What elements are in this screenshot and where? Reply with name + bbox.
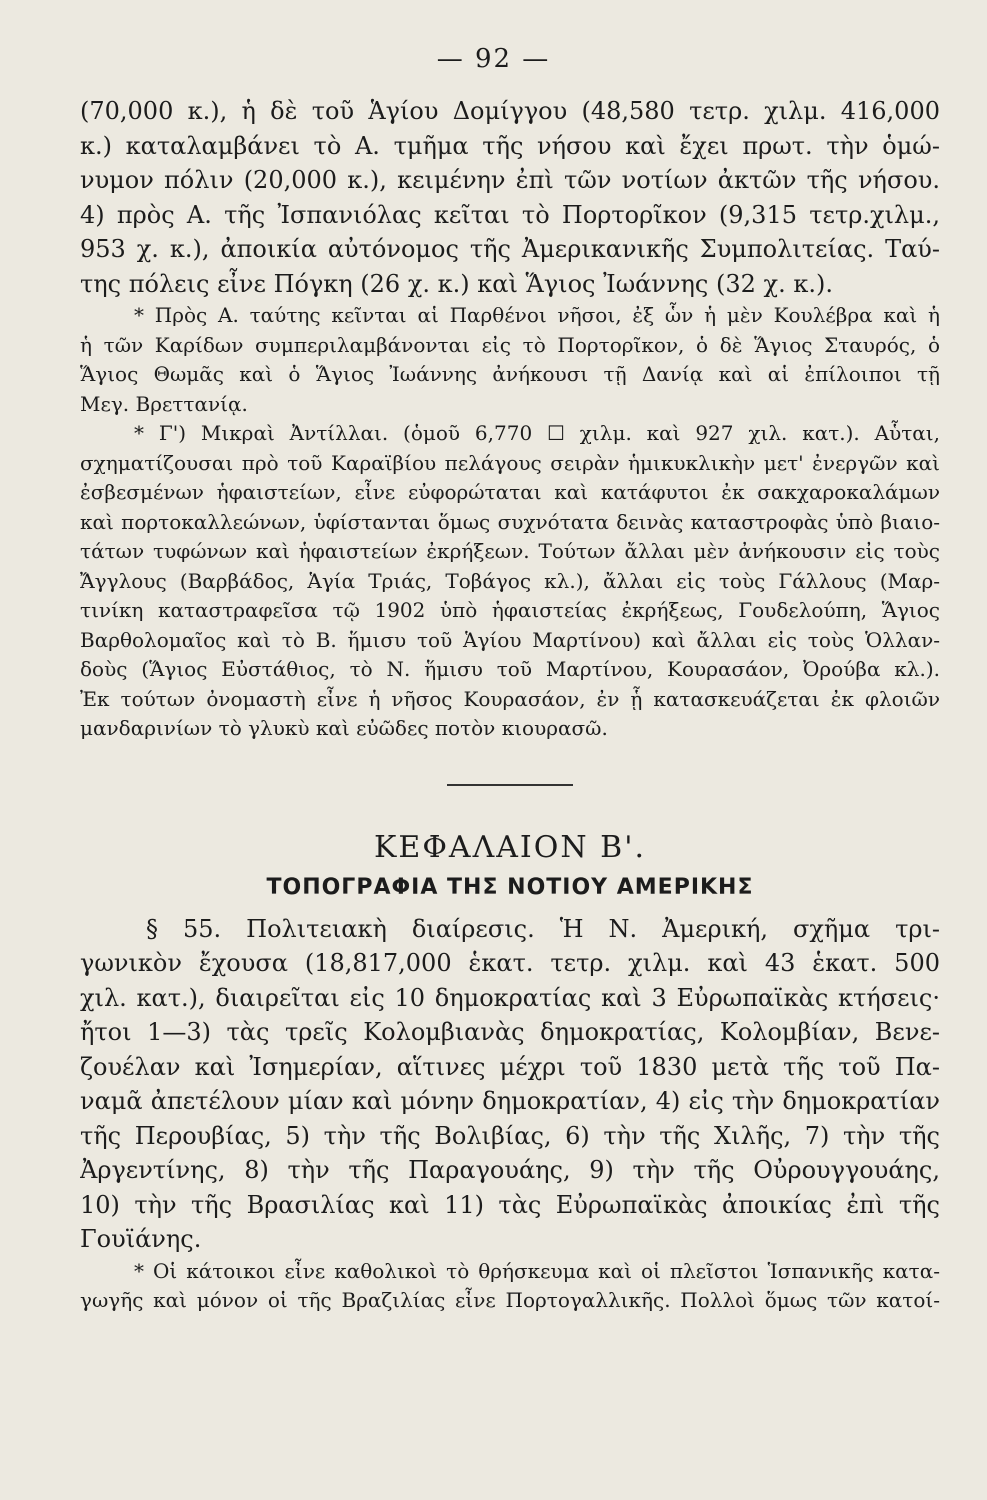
text-line: χιλ. κατ.), διαιρεῖται εἰς 10 δημοκρατίας καὶ 3 Εὐρωπαϊκὰς κτήσεις·: [80, 983, 940, 1012]
text-line: 10) τὴν τῆς Βρασιλίας καὶ 11) τὰς Εὐρωπαϊκὰς ἀποικίας ἐπὶ τῆς: [80, 1190, 940, 1219]
text-line: Ἄγγλους (Βαρβάδος, Ἁγία Τριάς, Τοβάγος κλ.), ἄλλαι εἰς τοὺς Γάλλους (Μαρ-: [80, 568, 940, 593]
paragraph-antilles-islands: [80, 94, 940, 301]
page-number: — 92 —: [436, 44, 551, 74]
text-line: της πόλεις εἶνε Πόγκη (26 χ. κ.) καὶ Ἅγιος Ἰωάννης (32 χ. κ.).: [80, 269, 833, 298]
text-line: 4) πρὸς Α. τῆς Ἰσπανιόλας κεῖται τὸ Πορτορῖκον (9,315 τετρ.χιλμ.,: [80, 200, 940, 229]
text-line: ναμᾶ ἀπετέλουν μίαν καὶ μόνην δημοκρατίαν, 4) εἰς τὴν δημοκρατίαν: [80, 1087, 940, 1115]
text-line: μανδαρινίων τὸ γλυκὺ καὶ εὐῶδες ποτὸν κιουρασῶ.: [80, 716, 608, 740]
footnote-lesser-antilles: [80, 419, 940, 744]
chapter-title: ΚΕΦΑΛΑΙΟΝ Β'.: [374, 829, 646, 865]
text-line: τινίκη καταστραφεῖσα τῷ 1902 ὑπὸ ἡφαιστείας ἐκρήξεως, Γουδελούπη, Ἅγιος: [80, 598, 940, 622]
text-line: τάτων τυφώνων καὶ ἡφαιστείων ἐκρήξεων. Τούτων ἄλλαι μὲν ἀνήκουσιν εἰς τοὺς: [80, 539, 940, 563]
text-line: δοὺς (Ἅγιος Εὐστάθιος, τὸ Ν. ἥμισυ τοῦ Μαρτίνου, Κουρασάον, Ὀρούβα κλ.).: [80, 657, 940, 681]
text-line: (70,000 κ.), ἡ δὲ τοῦ Ἁγίου Δομίγγου (48,580 τετρ. χιλμ. 416,000: [80, 97, 940, 125]
section-55-political-division: [80, 912, 940, 1257]
text-line: νυμον πόλιν (20,000 κ.), κειμένην ἐπὶ τῶν νοτίων ἀκτῶν τῆς νήσου.: [80, 166, 940, 194]
text-line: Ἐκ τούτων ὀνομαστὴ εἶνε ἡ νῆσος Κουρασάον, ἐν ᾗ κατασκευάζεται ἐκ φλοιῶν: [80, 686, 940, 711]
text-line: ζουέλαν καὶ Ἰσημερίαν, αἵτινες μέχρι τοῦ 1830 μετὰ τῆς τοῦ Πα-: [80, 1052, 940, 1081]
text-line: Ἀργεντίνης, 8) τὴν τῆς Παραγουάης, 9) τὴν τῆς Οὐρουγγουάης,: [80, 1156, 940, 1184]
text-line: ἐσβεσμένων ἡφαιστείων, εἶνε εὐφορώταται καὶ κατάφυτοι ἐκ σακχαροκαλάμων: [80, 480, 940, 504]
footnote-inhabitants: [80, 1257, 940, 1316]
text-line: τῆς Περουβίας, 5) τὴν τῆς Βολιβίας, 6) τὴν τῆς Χιλῆς, 7) τὴν τῆς: [80, 1121, 940, 1150]
footnote-virgin-islands: [80, 301, 940, 419]
text-line: ἡ τῶν Καρίδων συμπεριλαμβάνονται εἰς τὸ Πορτορῖκον, ὁ δὲ Ἅγιος Σταυρός, ὁ: [80, 332, 940, 357]
text-line: * Οἱ κάτοικοι εἶνε καθολικοὶ τὸ θρήσκευμα καὶ οἱ πλεῖστοι Ἱσπανικῆς κατα-: [134, 1258, 940, 1283]
text-line: * Γ') Μικραὶ Ἀντίλλαι. (ὁμοῦ 6,770 ☐ χιλμ. καὶ 927 χιλ. κατ.). Αὗται,: [134, 421, 940, 445]
text-line: Μεγ. Βρεττανίᾳ.: [80, 391, 248, 416]
text-line: καὶ πορτοκαλλεώνων, ὑφίστανται ὅμως συχνότατα δεινὰς καταστροφὰς ὑπὸ βιαιο-: [80, 509, 940, 534]
section-divider: [447, 784, 573, 786]
text-line: σχηματίζουσαι πρὸ τοῦ Καραϊβίου πελάγους σειρὰν ἡμικυκλικὴν μετ' ἐνεργῶν καὶ: [80, 450, 940, 475]
page-body: [80, 94, 940, 1316]
text-line: γωνικὸν ἔχουσα (18,817,000 ἑκατ. τετρ. χιλμ. καὶ 43 ἑκατ. 500: [80, 949, 940, 977]
text-line: κ.) καταλαμβάνει τὸ Α. τμῆμα τῆς νήσου καὶ ἔχει πρωτ. τὴν ὁμώ-: [80, 131, 940, 160]
text-line: 953 χ. κ.), ἀποικία αὐτόνομος τῆς Ἀμερικανικῆς Συμπολιτείας. Ταύ-: [80, 235, 940, 263]
text-line: Γουϊάνης.: [80, 1225, 202, 1253]
text-line: ἤτοι 1—3) τὰς τρεῖς Κολομβιανὰς δημοκρατίας, Κολομβίαν, Βενε-: [80, 1018, 940, 1046]
chapter-subtitle: ΤΟΠΟΓΡΑΦΙΑ ΤΗΣ ΝΟΤΙΟΥ ΑΜΕΡΙΚΗΣ: [266, 874, 754, 900]
text-line: Ἅγιος Θωμᾶς καὶ ὁ Ἅγιος Ἰωάννης ἀνήκουσι τῇ Δανίᾳ καὶ αἱ ἐπίλοιποι τῇ: [80, 362, 940, 386]
text-line: * Πρὸς Α. ταύτης κεῖνται αἱ Παρθένοι νῆσοι, ἐξ ὧν ἡ μὲν Κουλέβρα καὶ ἡ: [134, 303, 940, 327]
text-line: γωγῆς καὶ μόνον οἱ τῆς Βραζιλίας εἶνε Πορτογαλλικῆς. Πολλοὶ ὅμως τῶν κατοί-: [80, 1288, 940, 1312]
text-line: Βαρθολομαῖος καὶ τὸ Β. ἥμισυ τοῦ Ἁγίου Μαρτίνου) καὶ ἄλλαι εἰς τοὺς Ὁλλαν-: [80, 627, 940, 652]
text-line: § 55. Πολιτειακὴ διαίρεσις. Ἡ Ν. Ἀμερική, σχῆμα τρι-: [146, 914, 940, 943]
